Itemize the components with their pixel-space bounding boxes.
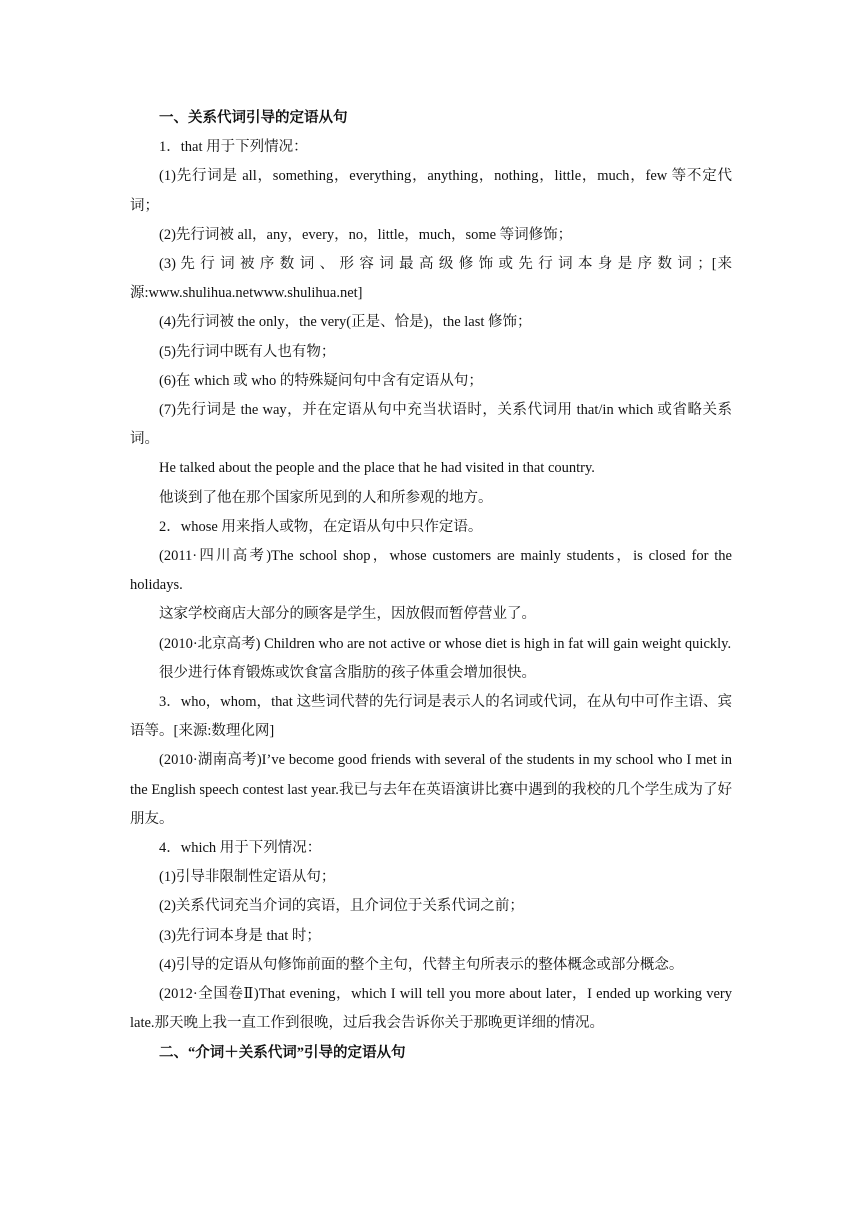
paragraph: (3)先行词本身是 that 时； xyxy=(159,927,321,944)
paragraph: (4)引导的定语从句修饰前面的整个主句，代替主句所表示的整体概念或部分概念。 xyxy=(159,956,684,973)
paragraph: (1)引导非限制性定语从句； xyxy=(159,869,336,886)
paragraph: 4．which 用于下列情况： xyxy=(159,840,322,857)
example-sentence: (2012·全国卷Ⅱ)That evening，which I will tell you more about later，I ended up working very late.那天晚上我一直工作到很晚，过后我会告诉你关于那晚更详细的情况。 xyxy=(130,986,732,1032)
paragraph: (1)先行词是 all，something，everything，anything，nothing，little，much，few 等不定代词； xyxy=(130,168,732,214)
example-sentence: (2011·四川高考)The school shop，whose customers are mainly students，is closed for the holidays. xyxy=(130,548,732,594)
paragraph: (6)在 which 或 who 的特殊疑问句中含有定语从句； xyxy=(159,372,483,389)
paragraph: (4)先行词被 the only，the very(正是、恰是)，the last 修饰； xyxy=(159,314,532,331)
example-translation: 这家学校商店大部分的顾客是学生，因放假而暂停营业了。 xyxy=(159,606,536,623)
example-translation: 他谈到了他在那个国家所见到的人和所参观的地方。 xyxy=(159,489,493,506)
example-sentence: He talked about the people and the place that he had visited in that country. xyxy=(159,460,595,477)
paragraph: (2)关系代词充当介词的宾语，且介词位于关系代词之前； xyxy=(159,898,524,915)
paragraph: (3) 先 行 词 被 序 数 词 、 形 容 词 最 高 级 修 饰 或 先 行 词 本 身 是 序 数 词 ；[来源:www.shulihua.netwww.shulihua.net] xyxy=(130,256,732,302)
paragraph: 2．whose 用来指人或物，在定语从句中只作定语。 xyxy=(159,518,483,535)
document-body xyxy=(130,104,732,1068)
section-heading-2: 二、“介词＋关系代词”引导的定语从句 xyxy=(159,1044,406,1061)
paragraph: (2)先行词被 all，any，every，no，little，much，some 等词修饰； xyxy=(159,226,573,243)
example-sentence: (2010·湖南高考)I’ve become good friends with several of the students in my school who I met in the English speech contest last year.我已与去年在英语演讲比赛中遇到的我校的几个学生成为了好朋友。 xyxy=(130,752,732,827)
example-translation: 很少进行体育锻炼或饮食富含脂肪的孩子体重会增加很快。 xyxy=(159,664,536,681)
paragraph: 1．that 用于下列情况： xyxy=(159,139,308,156)
section-heading-1: 一、关系代词引导的定语从句 xyxy=(159,110,348,126)
paragraph: (7)先行词是 the way，并在定语从句中充当状语时，关系代词用 that/in which 或省略关系词。 xyxy=(130,402,732,448)
paragraph: (5)先行词中既有人也有物； xyxy=(159,343,336,360)
example-sentence: (2010·北京高考) Children who are not active or whose diet is high in fat will gain weight quickly. xyxy=(159,635,732,652)
paragraph: 3．who，whom，that 这些词代替的先行词是表示人的名词或代词，在从句中可作主语、宾语等。[来源:数理化网] xyxy=(130,694,732,740)
